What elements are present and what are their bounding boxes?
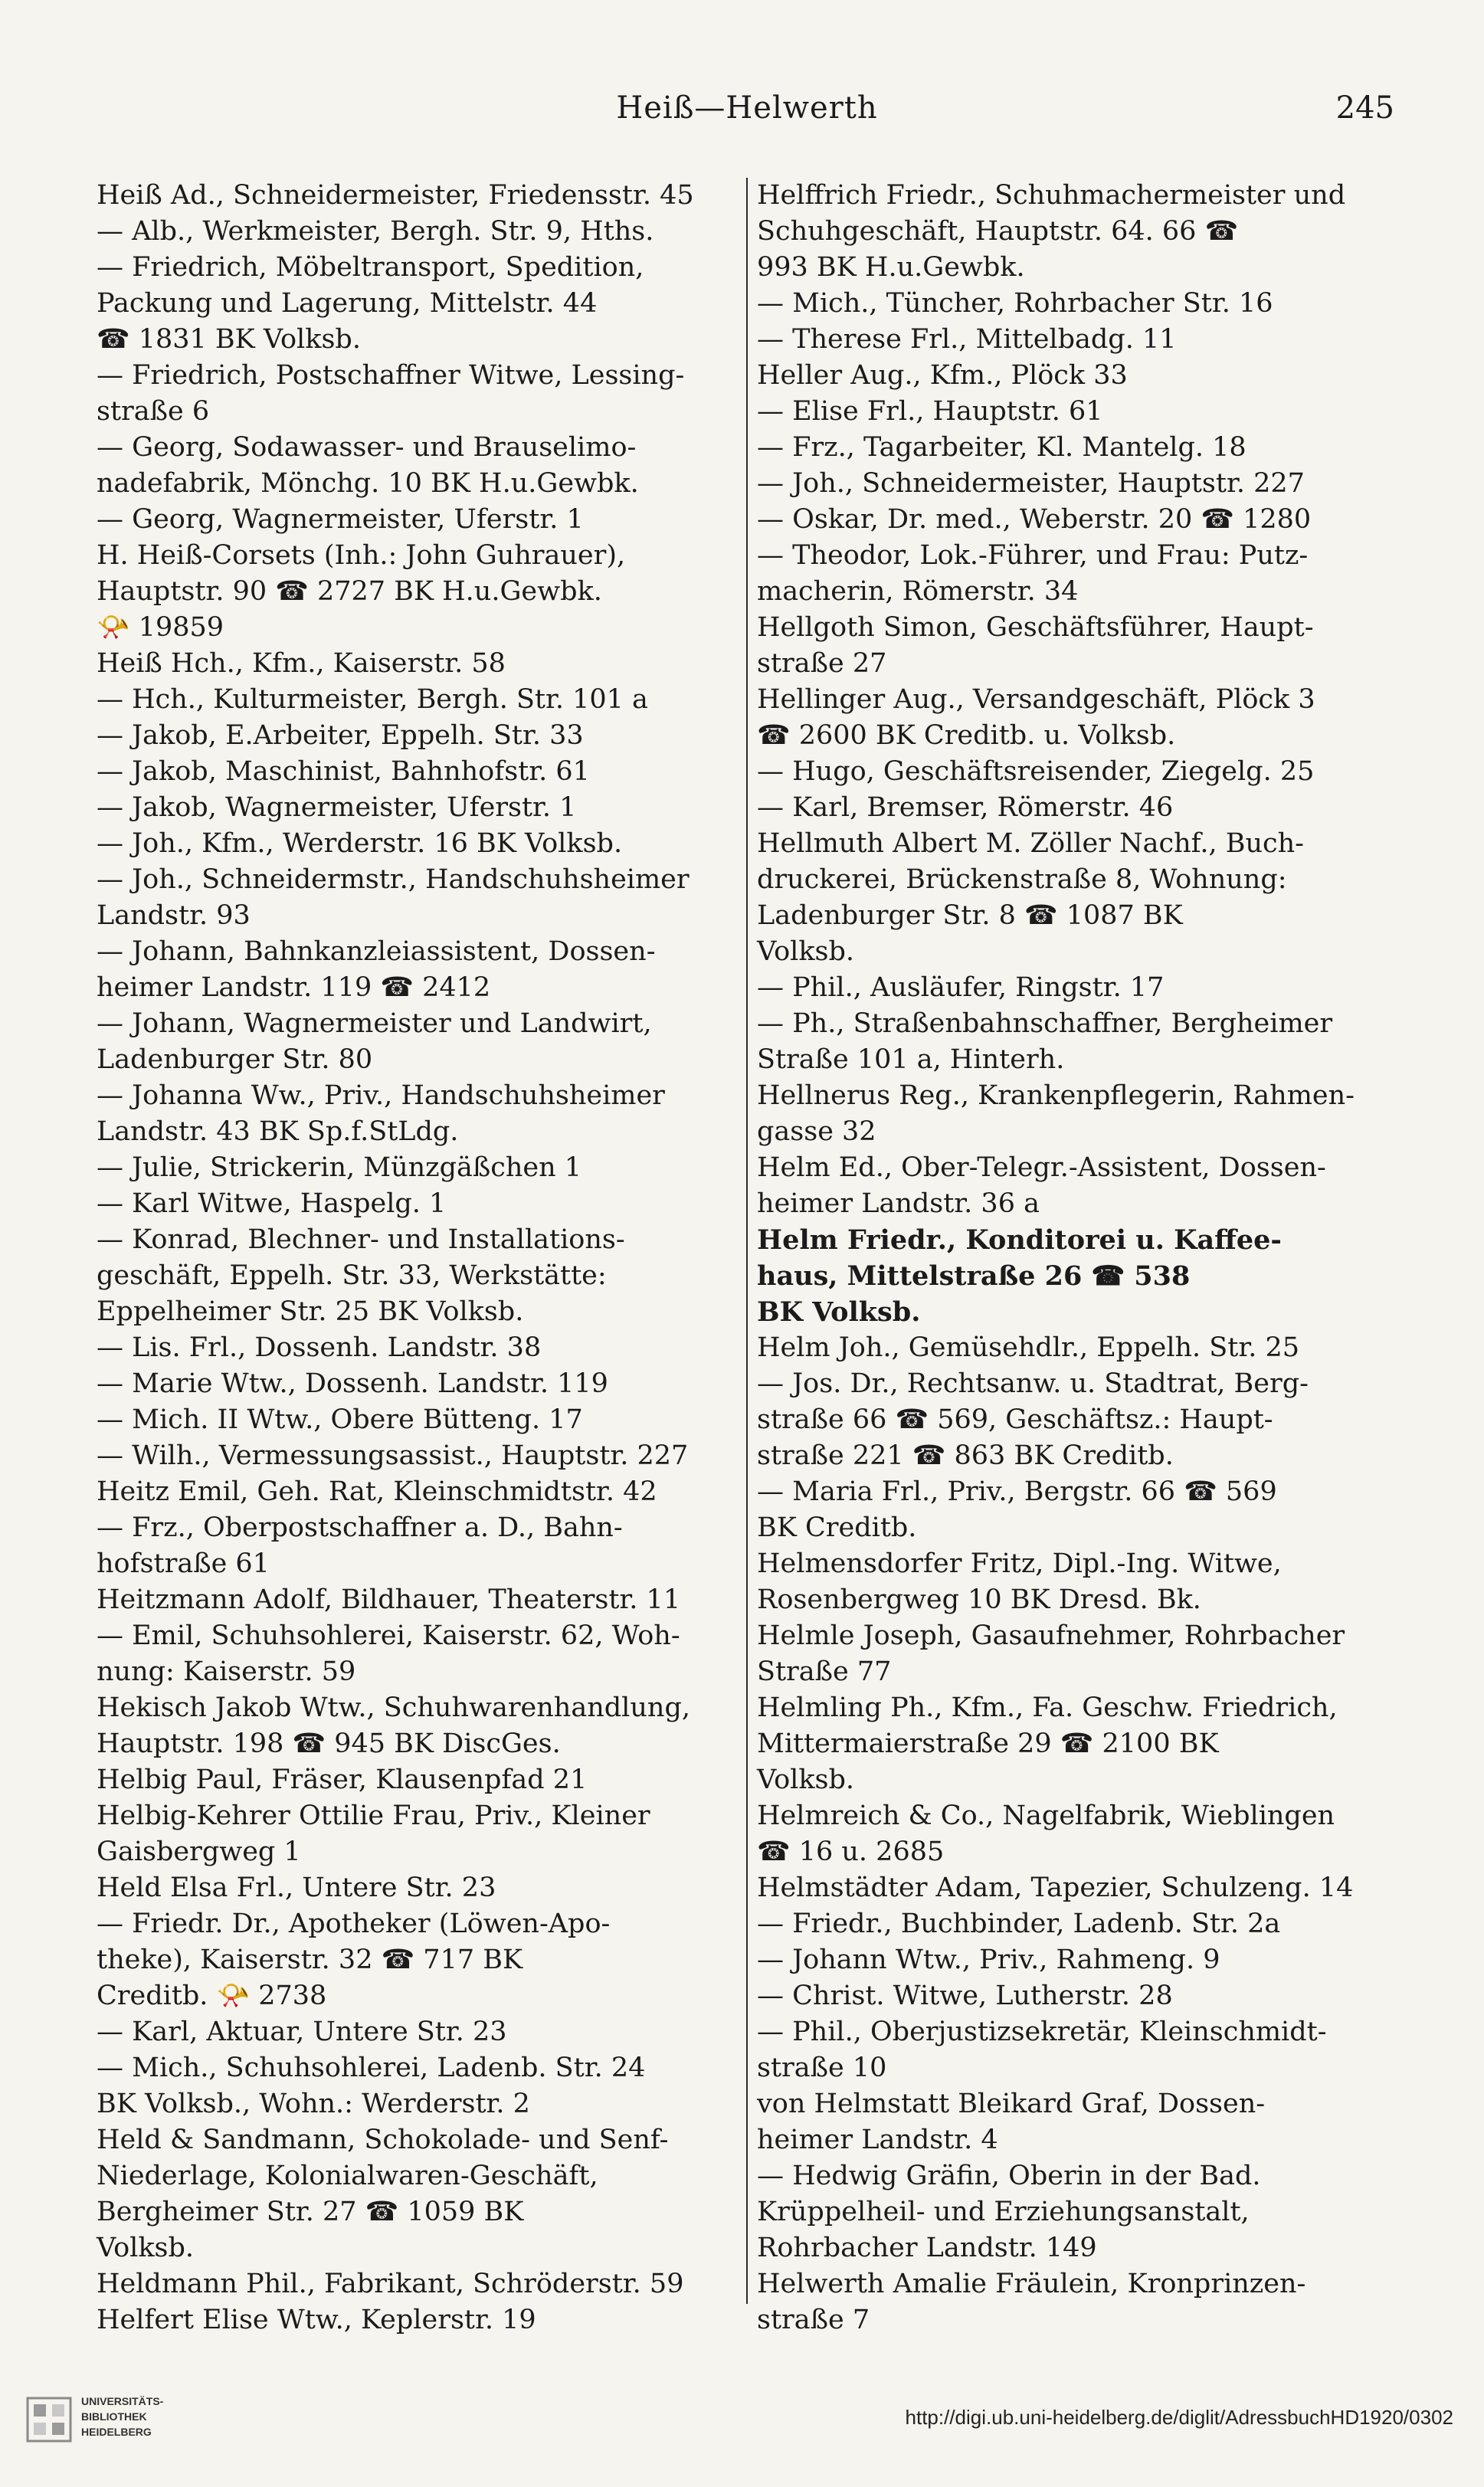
directory-entry — [97, 790, 739, 826]
right-column — [757, 178, 1399, 2335]
directory-entry — [97, 826, 739, 862]
left-column — [97, 178, 739, 2335]
entry-line: — Jakob, Maschinist, Bahnhofstr. 61 — [97, 756, 590, 787]
entry-line: — Mich., Schuhsohlerei, Ladenb. Str. 24 — [97, 2053, 646, 2083]
column-divider — [746, 178, 748, 2304]
directory-entry — [97, 718, 739, 754]
directory-entry — [97, 1798, 739, 1870]
entry-line: nung: Kaiserstr. 59 — [97, 1656, 356, 1687]
entry-line: — Oskar, Dr. med., Weberstr. 20 ☎ 1280 — [757, 504, 1312, 535]
directory-entry — [97, 2302, 739, 2338]
entry-line: Heller Aug., Kfm., Plöck 33 — [757, 360, 1128, 391]
entry-line: Hellinger Aug., Versandgeschäft, Plöck 3 — [757, 684, 1315, 715]
entry-line: — Jakob, Wagnermeister, Uferstr. 1 — [97, 792, 577, 823]
entry-line: — Lis. Frl., Dossenh. Landstr. 38 — [97, 1332, 542, 1363]
entry-line: hofstraße 61 — [97, 1548, 270, 1579]
entry-line: Rohrbacher Landstr. 149 — [757, 2233, 1097, 2263]
directory-entry — [757, 538, 1399, 610]
entry-line: — Emil, Schuhsohlerei, Kaiserstr. 62, Woh- — [97, 1620, 680, 1651]
directory-entry — [97, 178, 739, 214]
logo-line: BIBLIOTHEK — [81, 2410, 147, 2423]
entry-line: Helm Ed., Ober-Telegr.-Assistent, Dossen- — [757, 1152, 1326, 1183]
entry-line: Helmling Ph., Kfm., Fa. Geschw. Friedrich, — [757, 1692, 1338, 1723]
directory-entry — [97, 646, 739, 682]
directory-entry — [757, 1150, 1399, 1222]
directory-entry — [757, 790, 1399, 826]
entry-line: Hellnerus Reg., Krankenpflegerin, Rahmen- — [757, 1080, 1355, 1111]
entry-line: — Karl Witwe, Haspelg. 1 — [97, 1188, 447, 1219]
entry-line: Heldmann Phil., Fabrikant, Schröderstr. 59 — [97, 2269, 684, 2299]
entry-line: Hekisch Jakob Wtw., Schuhwarenhandlung, — [97, 1692, 690, 1723]
directory-entry — [97, 1870, 739, 1906]
running-head: Heiß—Helwerth — [616, 90, 878, 126]
entry-line: Heiß Ad., Schneidermeister, Friedensstr. 45 — [97, 180, 694, 211]
page-number: 245 — [1335, 90, 1394, 126]
directory-entry — [97, 862, 739, 934]
entry-line: Helbig Paul, Fräser, Klausenpfad 21 — [97, 1764, 588, 1795]
directory-entry — [97, 754, 739, 790]
entry-line: Helm Joh., Gemüsehdlr., Eppelh. Str. 25 — [757, 1332, 1300, 1363]
entry-line: — Elise Frl., Hauptstr. 61 — [757, 396, 1103, 427]
entry-line: Ladenburger Str. 80 — [97, 1044, 373, 1075]
directory-entry — [97, 2122, 739, 2266]
entry-line: — Joh., Schneidermstr., Handschuhsheimer — [97, 864, 690, 895]
directory-entry — [97, 1474, 739, 1510]
directory-entry — [757, 2014, 1399, 2086]
directory-entry — [757, 1942, 1399, 1978]
entry-line: 📯 19859 — [97, 612, 224, 643]
library-logo-text — [81, 2394, 163, 2439]
directory-entry — [757, 430, 1399, 466]
directory-entry — [97, 1366, 739, 1402]
directory-entry — [757, 322, 1399, 358]
entry-line: — Marie Wtw., Dossenh. Landstr. 119 — [97, 1368, 608, 1399]
directory-entry — [757, 1618, 1399, 1690]
entry-line: — Johann, Wagnermeister und Landwirt, — [97, 1008, 652, 1039]
entry-line: Volksb. — [757, 936, 855, 967]
logo-line: HEIDELBERG — [81, 2426, 152, 2438]
entry-line: straße 6 — [97, 396, 210, 427]
directory-entry — [97, 682, 739, 718]
entry-line: Mittermaierstraße 29 ☎ 2100 BK — [757, 1728, 1219, 1759]
entry-line: Helwerth Amalie Fräulein, Kronprinzen- — [757, 2269, 1306, 2299]
directory-entry — [757, 1870, 1399, 1906]
directory-entry — [97, 2266, 739, 2302]
library-logo — [25, 2394, 208, 2455]
entry-line: Helmstädter Adam, Tapezier, Schulzeng. 14 — [757, 1873, 1354, 1903]
entry-line: Hellgoth Simon, Geschäftsführer, Haupt- — [757, 612, 1314, 643]
entry-line: straße 10 — [757, 2053, 887, 2083]
directory-entry — [757, 1222, 1399, 1330]
directory-entry — [97, 430, 739, 502]
entry-line: druckerei, Brückenstraße 8, Wohnung: — [757, 864, 1287, 895]
entry-line: — Jos. Dr., Rechtsanw. u. Stadtrat, Berg- — [757, 1368, 1309, 1399]
entry-line: heimer Landstr. 4 — [757, 2125, 998, 2155]
entry-line: — Frz., Oberpostschaffner a. D., Bahn- — [97, 1512, 623, 1543]
directory-entry — [757, 970, 1399, 1006]
entry-line: — Maria Frl., Priv., Bergstr. 66 ☎ 569 — [757, 1476, 1277, 1507]
directory-entry — [757, 286, 1399, 322]
entry-line: — Friedrich, Postschaffner Witwe, Lessing- — [97, 360, 685, 391]
entry-line: Helmreich & Co., Nagelfabrik, Wieblingen — [757, 1801, 1335, 1831]
directory-columns — [97, 178, 1399, 2335]
directory-entry — [757, 358, 1399, 394]
entry-line: Creditb. 📯 2738 — [97, 1981, 327, 2011]
entry-line: — Georg, Sodawasser- und Brauselimo- — [97, 432, 637, 463]
directory-entry — [97, 358, 739, 430]
entry-line: Helmle Joseph, Gasaufnehmer, Rohrbacher — [757, 1620, 1345, 1651]
directory-entry — [757, 1546, 1399, 1618]
directory-entry — [757, 1366, 1399, 1474]
entry-line: straße 221 ☎ 863 BK Creditb. — [757, 1440, 1174, 1471]
directory-entry — [757, 2086, 1399, 2158]
entry-line: — Hugo, Geschäftsreisender, Ziegelg. 25 — [757, 756, 1315, 787]
entry-line: straße 7 — [757, 2305, 870, 2335]
directory-entry — [97, 538, 739, 646]
entry-line: macherin, Römerstr. 34 — [757, 576, 1079, 607]
entry-line: Helbig-Kehrer Ottilie Frau, Priv., Kleiner — [97, 1801, 650, 1831]
entry-line: geschäft, Eppelh. Str. 33, Werkstätte: — [97, 1260, 607, 1291]
entry-line: theke), Kaiserstr. 32 ☎ 717 BK — [97, 1945, 523, 1975]
entry-line: — Friedr., Buchbinder, Ladenb. Str. 2a — [757, 1909, 1281, 1939]
entry-line: — Hedwig Gräfin, Oberin in der Bad. — [757, 2161, 1261, 2191]
page-footer — [0, 2389, 1484, 2458]
entry-line: — Friedrich, Möbeltransport, Spedition, — [97, 252, 644, 283]
entry-line: BK Volksb., Wohn.: Werderstr. 2 — [97, 2089, 530, 2119]
directory-entry — [757, 1978, 1399, 2014]
entry-line: — Wilh., Vermessungsassist., Hauptstr. 227 — [97, 1440, 689, 1471]
entry-line: Heiß Hch., Kfm., Kaiserstr. 58 — [97, 648, 506, 679]
entry-line: Held & Sandmann, Schokolade- und Senf- — [97, 2125, 669, 2155]
logo-line: UNIVERSITÄTS- — [81, 2395, 164, 2407]
entry-line: — Georg, Wagnermeister, Uferstr. 1 — [97, 504, 584, 535]
entry-line: — Konrad, Blechner- und Installations- — [97, 1224, 625, 1255]
directory-entry — [97, 1078, 739, 1150]
directory-entry — [757, 682, 1399, 754]
directory-entry — [97, 1906, 739, 2014]
entry-line: Ladenburger Str. 8 ☎ 1087 BK — [757, 900, 1183, 931]
directory-entry — [97, 1690, 739, 1762]
entry-line: — Alb., Werkmeister, Bergh. Str. 9, Hths. — [97, 216, 654, 247]
directory-entry — [757, 1330, 1399, 1366]
entry-line: nadefabrik, Mönchg. 10 BK H.u.Gewbk. — [97, 468, 639, 499]
directory-entry — [757, 1906, 1399, 1942]
entry-line: Hauptstr. 90 ☎ 2727 BK H.u.Gewbk. — [97, 576, 602, 607]
directory-entry — [757, 826, 1399, 970]
entry-line: Hauptstr. 198 ☎ 945 BK DiscGes. — [97, 1728, 561, 1759]
directory-entry — [97, 2014, 739, 2050]
directory-entry — [97, 2050, 739, 2122]
directory-entry — [757, 1690, 1399, 1798]
entry-line: — Karl, Aktuar, Untere Str. 23 — [97, 2017, 507, 2047]
entry-line: — Therese Frl., Mittelbadg. 11 — [757, 324, 1177, 355]
entry-line: Bergheimer Str. 27 ☎ 1059 BK — [97, 2197, 524, 2227]
directory-entry — [97, 1150, 739, 1186]
entry-line: — Johann, Bahnkanzleiassistent, Dossen- — [97, 936, 656, 967]
entry-line: Gaisbergweg 1 — [97, 1837, 301, 1867]
directory-entry — [757, 502, 1399, 538]
entry-line: straße 66 ☎ 569, Geschäftsz.: Haupt- — [757, 1404, 1273, 1435]
entry-line: Rosenbergweg 10 BK Dresd. Bk. — [757, 1584, 1201, 1615]
entry-line: 993 BK H.u.Gewbk. — [757, 252, 1025, 283]
entry-line: Heitz Emil, Geh. Rat, Kleinschmidtstr. 42 — [97, 1476, 657, 1507]
directory-entry — [97, 1582, 739, 1618]
entry-line: heimer Landstr. 36 a — [757, 1188, 1040, 1219]
entry-line: — Christ. Witwe, Lutherstr. 28 — [757, 1981, 1173, 2011]
entry-line: Volksb. — [757, 1764, 855, 1795]
entry-line: Helmensdorfer Fritz, Dipl.-Ing. Witwe, — [757, 1548, 1282, 1579]
entry-line: Niederlage, Kolonialwaren-Geschäft, — [97, 2161, 598, 2191]
entry-line: H. Heiß-Corsets (Inh.: John Guhrauer), — [97, 540, 626, 571]
entry-line: Landstr. 93 — [97, 900, 251, 931]
entry-line: — Karl, Bremser, Römerstr. 46 — [757, 792, 1174, 823]
entry-line: — Hch., Kulturmeister, Bergh. Str. 101 a — [97, 684, 648, 715]
entry-line: — Mich. II Wtw., Obere Bütteng. 17 — [97, 1404, 583, 1435]
directory-entry — [97, 250, 739, 358]
library-seal-icon — [25, 2395, 74, 2444]
directory-entry — [757, 394, 1399, 430]
entry-line: haus, Mittelstraße 26 ☎ 538 — [757, 1260, 1191, 1292]
directory-entry — [97, 214, 739, 250]
entry-line: Straße 77 — [757, 1656, 892, 1687]
directory-entry — [757, 178, 1399, 286]
entry-line: Schuhgeschäft, Hauptstr. 64. 66 ☎ — [757, 216, 1239, 247]
entry-line: — Johanna Ww., Priv., Handschuhsheimer — [97, 1080, 665, 1111]
directory-entry — [97, 1330, 739, 1366]
entry-line: Straße 101 a, Hinterh. — [757, 1044, 1065, 1075]
directory-entry — [97, 502, 739, 538]
directory-entry — [97, 1438, 739, 1474]
directory-entry — [97, 1510, 739, 1582]
entry-line: — Joh., Kfm., Werderstr. 16 BK Volksb. — [97, 828, 623, 859]
entry-line: Eppelheimer Str. 25 BK Volksb. — [97, 1296, 524, 1327]
entry-line: Helffrich Friedr., Schuhmachermeister und — [757, 180, 1346, 211]
entry-line: — Phil., Ausläufer, Ringstr. 17 — [757, 972, 1165, 1003]
entry-line: — Johann Wtw., Priv., Rahmeng. 9 — [757, 1945, 1220, 1975]
entry-line: — Joh., Schneidermeister, Hauptstr. 227 — [757, 468, 1305, 499]
entry-line: ☎ 2600 BK Creditb. u. Volksb. — [757, 720, 1176, 751]
directory-entry — [757, 2266, 1399, 2338]
entry-line: BK Creditb. — [757, 1512, 917, 1543]
entry-line: heimer Landstr. 119 ☎ 2412 — [97, 972, 491, 1003]
entry-line: — Mich., Tüncher, Rohrbacher Str. 16 — [757, 288, 1273, 319]
entry-line: — Ph., Straßenbahnschaffner, Bergheimer — [757, 1008, 1333, 1039]
directory-entry — [757, 1078, 1399, 1150]
entry-line: — Theodor, Lok.-Führer, und Frau: Putz- — [757, 540, 1309, 571]
entry-line: Krüppelheil- und Erziehungsanstalt, — [757, 2197, 1250, 2227]
entry-line: Packung und Lagerung, Mittelstr. 44 — [97, 288, 598, 319]
entry-line: BK Volksb. — [757, 1296, 921, 1328]
entry-line: straße 27 — [757, 648, 887, 679]
entry-line: Heitzmann Adolf, Bildhauer, Theaterstr. 11 — [97, 1584, 681, 1615]
entry-line: — Frz., Tagarbeiter, Kl. Mantelg. 18 — [757, 432, 1246, 463]
directory-entry — [97, 1186, 739, 1222]
directory-entry — [757, 1474, 1399, 1546]
entry-line: von Helmstatt Bleikard Graf, Dossen- — [757, 2089, 1266, 2119]
entry-line: — Julie, Strickerin, Münzgäßchen 1 — [97, 1152, 582, 1183]
directory-entry — [757, 466, 1399, 502]
entry-line: ☎ 1831 BK Volksb. — [97, 324, 361, 355]
directory-entry — [97, 934, 739, 1006]
directory-entry — [97, 1762, 739, 1798]
entry-line: Hellmuth Albert M. Zöller Nachf., Buch- — [757, 828, 1304, 859]
entry-line: ☎ 16 u. 2685 — [757, 1837, 945, 1867]
entry-line: Landstr. 43 BK Sp.f.StLdg. — [97, 1116, 459, 1147]
directory-entry — [757, 1798, 1399, 1870]
entry-line: — Friedr. Dr., Apotheker (Löwen-Apo- — [97, 1909, 611, 1939]
entry-line: Held Elsa Frl., Untere Str. 23 — [97, 1873, 496, 1903]
directory-entry — [97, 1402, 739, 1438]
entry-line: Helfert Elise Wtw., Keplerstr. 19 — [97, 2305, 536, 2335]
directory-entry — [97, 1618, 739, 1690]
entry-line: gasse 32 — [757, 1116, 876, 1147]
directory-entry — [757, 1006, 1399, 1078]
directory-entry — [757, 610, 1399, 682]
page-header — [100, 90, 1394, 136]
entry-line: Helm Friedr., Konditorei u. Kaffee- — [757, 1224, 1282, 1256]
entry-line: Volksb. — [97, 2233, 195, 2263]
directory-entry — [757, 754, 1399, 790]
entry-line: — Jakob, E.Arbeiter, Eppelh. Str. 33 — [97, 720, 584, 751]
entry-line: — Phil., Oberjustizsekretär, Kleinschmidt- — [757, 2017, 1327, 2047]
directory-entry — [97, 1006, 739, 1078]
directory-entry — [757, 2158, 1399, 2266]
source-url-link[interactable]: http://digi.ub.uni-heidelberg.de/diglit/AdressbuchHD1920/0302 — [905, 2406, 1453, 2429]
directory-entry — [97, 1222, 739, 1330]
